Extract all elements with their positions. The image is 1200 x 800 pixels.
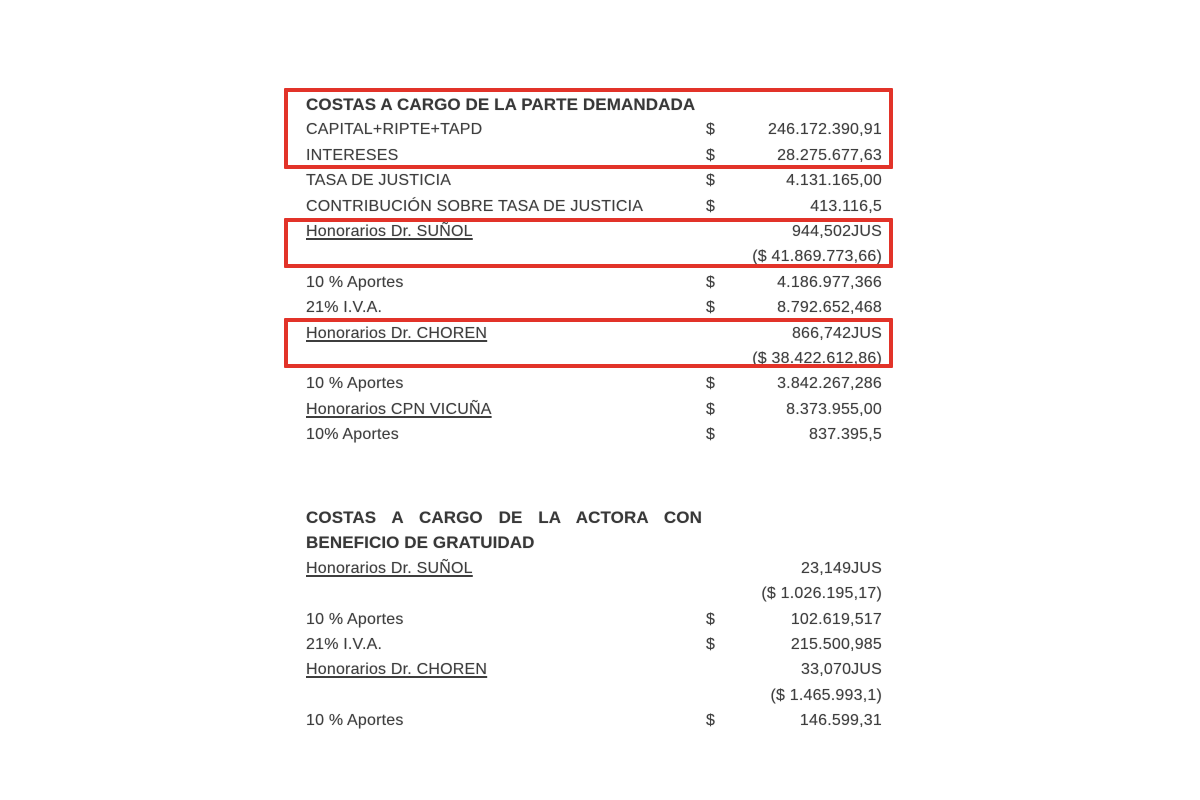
currency-symbol: $ [706,121,715,139]
row-value: 837.395,5 [809,426,882,444]
row-label: 10 % Aportes [306,273,404,291]
row-label: 21% I.V.A. [306,299,383,317]
table-title-line-2: BENEFICIO DE GRATUIDAD [306,533,535,553]
row-label: Honorarios Dr. SUÑOL [306,222,473,240]
row-value: 3.842.267,286 [777,375,882,393]
row-label: Honorarios Dr. CHOREN [306,324,488,342]
table-title-row [306,505,882,530]
currency-symbol: $ [706,299,715,317]
row-value: 866,742JUS [791,324,882,342]
table-row [306,397,882,422]
row-value: 23,149JUS [801,559,882,577]
row-value: ($ 1.465.993,1) [770,686,882,704]
table-row [306,270,882,295]
table-row [306,219,882,244]
table-row [306,371,882,396]
row-value: 4.186.977,366 [777,273,882,291]
table-row [306,168,882,193]
row-label: 10 % Aportes [306,610,404,628]
row-value: 246.172.390,91 [767,121,882,139]
currency-symbol: $ [706,635,715,653]
table-title-row [306,530,882,555]
table-row [306,194,882,219]
currency-symbol: $ [706,426,715,444]
row-value: 33,070JUS [801,661,882,679]
table-row [306,708,882,733]
row-label: 10 % Aportes [306,712,404,730]
table-row [306,321,882,346]
table-row [306,632,882,657]
row-value: 215.500,985 [790,635,882,653]
currency-symbol: $ [706,197,715,215]
row-value: 944,502JUS [791,222,882,240]
row-label: Honorarios CPN VICUÑA [306,400,492,418]
row-label: Honorarios Dr. SUÑOL [306,559,473,577]
table-row [306,556,882,581]
row-value: 28.275.677,63 [777,146,882,164]
table-title-line-1: COSTAS A CARGO DE LA ACTORA CON [306,508,702,527]
table-row [306,607,882,632]
currency-symbol: $ [706,172,715,190]
row-label: INTERESES [306,146,399,164]
row-value: 8.373.955,00 [786,400,882,418]
table-row [306,295,882,320]
currency-symbol: $ [706,375,715,393]
row-label: TASA DE JUSTICIA [306,172,452,190]
table-row [306,117,882,142]
row-value: 8.792.652,468 [777,299,882,317]
row-label: 10 % Aportes [306,375,404,393]
row-label: 10% Aportes [306,426,399,444]
table-row [306,346,882,371]
table-title: COSTAS A CARGO DE LA PARTE DEMANDADA [306,95,696,114]
table-row [306,657,882,682]
table-costas-demandada [306,92,882,447]
row-value: 102.619,517 [790,610,882,628]
table-row [306,143,882,168]
currency-symbol: $ [706,712,715,730]
row-value: 4.131.165,00 [786,172,882,190]
row-label: CONTRIBUCIÓN SOBRE TASA DE JUSTICIA [306,197,644,215]
row-value: 146.599,31 [799,712,882,730]
table-row [306,422,882,447]
currency-symbol: $ [706,273,715,291]
table-row [306,581,882,606]
row-value: ($ 41.869.773,66) [752,248,882,266]
table-costas-actora [306,505,882,734]
currency-symbol: $ [706,146,715,164]
table-row [306,244,882,269]
row-value: ($ 38.422.612,86) [752,349,882,367]
table-title-row [306,92,882,117]
row-label: CAPITAL+RIPTE+TAPD [306,121,483,139]
row-label: 21% I.V.A. [306,635,383,653]
row-value: 413.116,5 [810,197,882,215]
currency-symbol: $ [706,400,715,418]
table-row [306,683,882,708]
row-label: Honorarios Dr. CHOREN [306,661,488,679]
row-value: ($ 1.026.195,17) [761,585,882,603]
currency-symbol: $ [706,610,715,628]
